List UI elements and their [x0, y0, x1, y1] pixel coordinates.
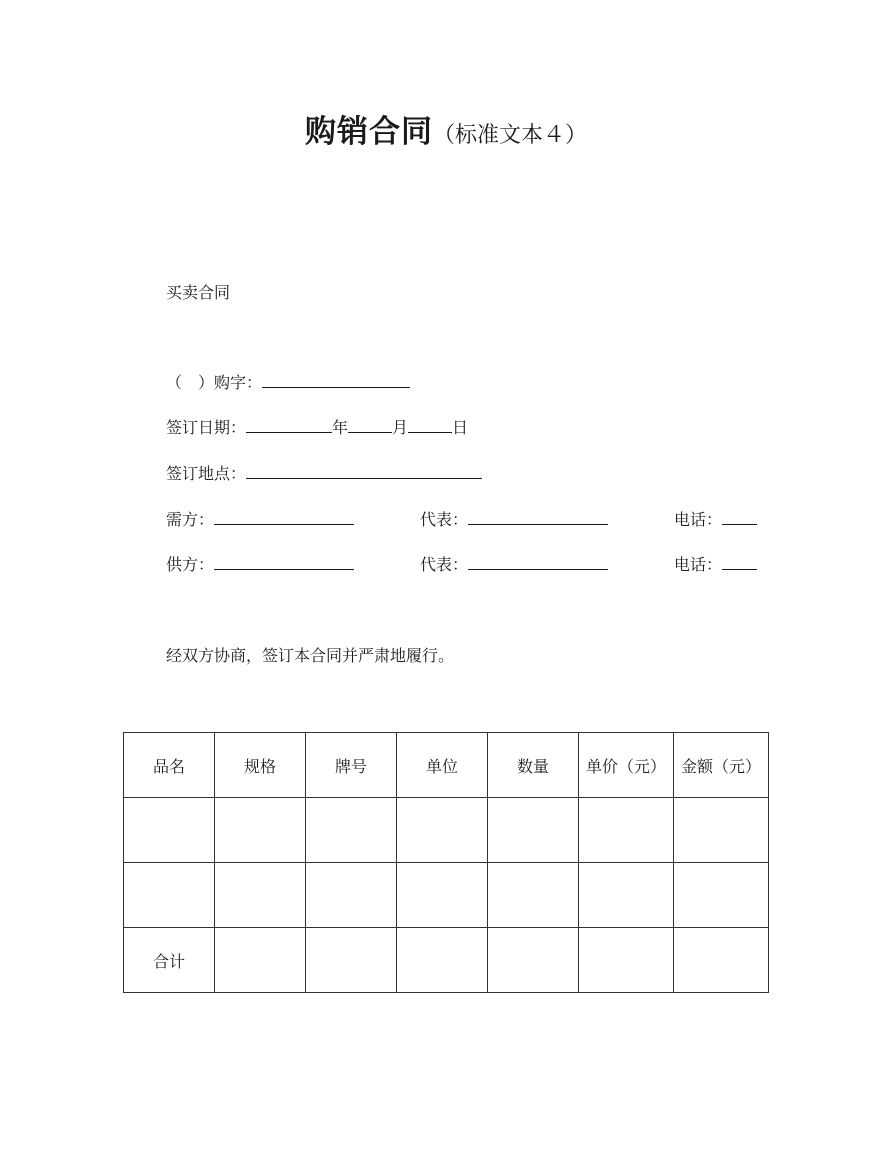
buyer-rep-field	[420, 509, 608, 530]
table-row	[124, 798, 769, 863]
supplier-party-field	[166, 554, 354, 575]
table-cell[interactable]	[397, 863, 488, 928]
month-label: 月	[392, 418, 409, 437]
supplier-label: 供方：	[166, 555, 215, 574]
supplier-phone-blank[interactable]	[722, 554, 757, 570]
sign-place-line	[166, 463, 482, 484]
sign-place-label: 签订地点：	[166, 464, 247, 483]
table-cell[interactable]	[124, 798, 215, 863]
purchase-number-blank[interactable]	[262, 372, 410, 388]
buyer-name-blank[interactable]	[214, 509, 354, 525]
supplier-rep-field	[420, 554, 608, 575]
table-cell[interactable]	[124, 863, 215, 928]
sign-place-blank[interactable]	[246, 463, 482, 479]
supplier-rep-label: 代表：	[420, 555, 469, 574]
document-title	[0, 106, 892, 151]
sign-day-blank[interactable]	[408, 417, 452, 433]
table-header-row	[124, 733, 769, 798]
table-cell[interactable]	[306, 798, 397, 863]
sign-date-label: 签订日期：	[166, 418, 247, 437]
table-cell[interactable]	[488, 863, 579, 928]
buyer-phone-label: 电话：	[674, 510, 723, 529]
header-cell-unit: 单位	[397, 733, 488, 798]
table-cell[interactable]	[306, 863, 397, 928]
header-cell-quantity: 数量	[488, 733, 579, 798]
buyer-rep-blank[interactable]	[468, 509, 608, 525]
header-cell-amount: 金额（元）	[674, 733, 769, 798]
buyer-label: 需方：	[166, 510, 215, 529]
purchase-number-paren: （ ）	[166, 373, 215, 392]
sign-month-blank[interactable]	[348, 417, 392, 433]
table-cell[interactable]	[215, 863, 306, 928]
goods-table	[123, 732, 769, 993]
total-label-cell: 合计	[124, 928, 215, 993]
sign-year-blank[interactable]	[246, 417, 332, 433]
table-cell[interactable]	[397, 928, 488, 993]
title-sub: （标准文本４）	[432, 123, 587, 148]
agreement-statement: 经双方协商，签订本合同并严肃地履行。	[166, 646, 455, 665]
header-cell-unit-price: 单价（元）	[579, 733, 674, 798]
table-cell[interactable]	[674, 928, 769, 993]
table-cell[interactable]	[579, 798, 674, 863]
buyer-phone-blank[interactable]	[722, 509, 757, 525]
supplier-phone-field	[674, 554, 757, 575]
table-cell[interactable]	[579, 863, 674, 928]
header-cell-product-name: 品名	[124, 733, 215, 798]
day-label: 日	[452, 418, 469, 437]
title-main: 购销合同	[304, 114, 433, 150]
contract-heading: 买卖合同	[166, 283, 231, 302]
purchase-number-line	[166, 372, 410, 393]
table-cell[interactable]	[579, 928, 674, 993]
table-cell[interactable]	[215, 798, 306, 863]
purchase-number-label: 购字：	[214, 373, 263, 392]
buyer-rep-label: 代表：	[420, 510, 469, 529]
table-cell[interactable]	[306, 928, 397, 993]
header-cell-spec: 规格	[215, 733, 306, 798]
table-total-row	[124, 928, 769, 993]
year-label: 年	[332, 418, 349, 437]
supplier-name-blank[interactable]	[214, 554, 354, 570]
table-cell[interactable]	[488, 928, 579, 993]
sign-date-line	[166, 417, 468, 438]
header-cell-brand: 牌号	[306, 733, 397, 798]
table-cell[interactable]	[397, 798, 488, 863]
table-cell[interactable]	[215, 928, 306, 993]
buyer-party-field	[166, 509, 354, 530]
supplier-rep-blank[interactable]	[468, 554, 608, 570]
buyer-phone-field	[674, 509, 757, 530]
supplier-phone-label: 电话：	[674, 555, 723, 574]
table-row	[124, 863, 769, 928]
table-cell[interactable]	[488, 798, 579, 863]
table-cell[interactable]	[674, 798, 769, 863]
table-cell[interactable]	[674, 863, 769, 928]
